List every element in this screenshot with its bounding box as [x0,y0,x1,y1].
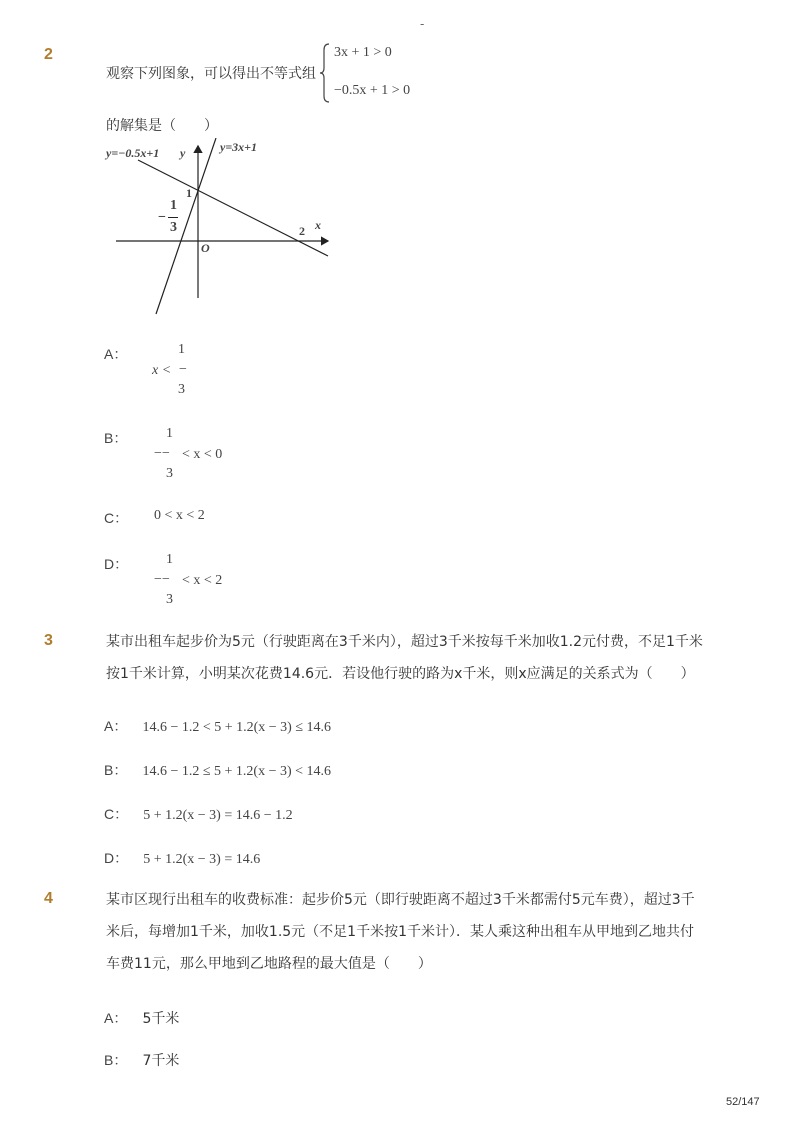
graph-label-one: 1 [186,186,192,200]
q4-stem-line1: 某市区现行出租车的收费标准：起步价5元（即行驶距离不超过3千米都需付5元车费），超过3千 [106,892,695,908]
option-letter: C： [104,806,129,822]
q2-stem-text: 观察下列图象，可以得出不等式组 [106,66,316,82]
q4-stem-line3: 车费11元，那么甲地到乙地路程的最大值是（ ） [106,956,432,972]
option-letter: C： [104,510,129,526]
graph-frac-num: 1 [170,198,177,213]
option-letter: D： [104,556,129,572]
q2-system-line2: −0.5x + 1 > 0 [334,83,411,98]
q3-stem-line2: 按1千米计算，小明某次花费14.6元．若设他行驶的路为x千米，则x应满足的关系式为（ ） [106,666,695,682]
option-letter: A： [104,346,128,362]
question-number-2: 2 [44,46,53,63]
top-mark: - [420,17,425,31]
option-post: < x < 2 [182,573,223,588]
option-expr: 0 < x < 2 [154,508,205,523]
q2-system-line1: 3x + 1 > 0 [334,45,392,60]
option-text: 5千米 [142,1011,180,1027]
graph-label-x: x [315,218,321,232]
option-text: 7千米 [142,1053,180,1069]
graph-label-line2: y=3x+1 [220,140,258,154]
option-letter: A： [104,1010,128,1026]
page-number: 52/147 [726,1096,760,1108]
q2-option-a[interactable] [104,340,304,402]
graph-label-two: 2 [299,224,305,238]
q2-graph [100,138,340,318]
option-letter: A： [104,718,128,734]
option-num: 1 [178,342,185,357]
q2-system-brace [318,42,332,104]
option-letter: B： [104,1052,128,1068]
option-sign: − [154,572,162,587]
graph-label-origin: O [201,241,210,255]
option-pre: x < [152,363,172,378]
option-num: 1 [166,552,173,567]
graph-label-y: y [180,146,186,160]
option-den: 3 [166,592,173,607]
option-letter: B： [104,430,128,446]
option-letter: B： [104,762,128,778]
line-neg-half-x-plus-1 [138,160,328,256]
option-sign-bar: − [162,446,170,461]
option-expr: 14.6 − 1.2 ≤ 5 + 1.2(x − 3) < 14.6 [142,764,332,779]
q3-option-b[interactable] [104,760,331,780]
option-expr: 5 + 1.2(x − 3) = 14.6 [143,852,261,867]
option-sign: − [154,446,162,461]
option-sign-bar: − [162,572,170,587]
graph-label-line1: y=−0.5x+1 [106,146,160,160]
q3-option-a[interactable] [104,716,331,736]
option-den: 3 [166,466,173,481]
option-post: < x < 0 [182,447,223,462]
option-den: 3 [178,382,185,397]
q2-option-b[interactable] [104,424,304,486]
option-num: 1 [166,426,173,441]
q2-stem-tail: 的解集是（ ） [106,118,218,134]
q3-option-d[interactable] [104,848,260,868]
q4-option-a[interactable] [104,1008,179,1029]
q4-stem-line2: 米后，每增加1千米，加收1.5元（不足1千米按1千米计）．某人乘这种出租车从甲地到乙地共付 [106,924,694,940]
question-number-4: 4 [44,890,53,907]
option-expr: 5 + 1.2(x − 3) = 14.6 − 1.2 [143,808,293,823]
option-sign: − [179,362,187,377]
q2-option-c[interactable] [104,506,304,528]
q3-stem-line1: 某市出租车起步价为5元（行驶距离在3千米内），超过3千米按每千米加收1.2元付费，不足1千米 [106,634,703,650]
graph-frac-den: 3 [170,220,177,235]
q2-option-d[interactable] [104,550,304,612]
graph-frac-sign: − [158,210,166,225]
option-letter: D： [104,850,129,866]
question-number-3: 3 [44,632,53,649]
q3-option-c[interactable] [104,804,293,824]
option-expr: 14.6 − 1.2 < 5 + 1.2(x − 3) ≤ 14.6 [142,720,332,735]
line-3x-plus-1 [156,138,216,314]
q4-option-b[interactable] [104,1050,179,1071]
